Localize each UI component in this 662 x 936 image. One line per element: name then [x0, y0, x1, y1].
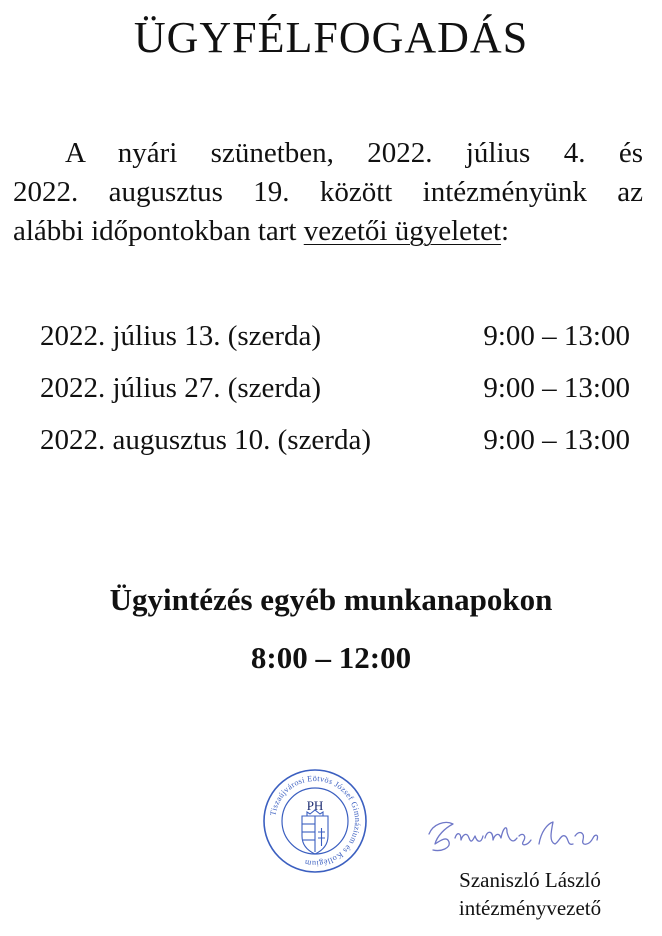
- coat-of-arms-icon: [302, 810, 328, 854]
- seal-center-text: PH: [306, 798, 324, 813]
- signer-role: intézményvezető: [458, 896, 602, 920]
- signer-name: Szaniszló László: [459, 868, 601, 892]
- schedule-list: [40, 314, 630, 470]
- handwritten-signature-icon: [423, 814, 603, 858]
- schedule-date: 2022. július 27. (szerda): [40, 372, 322, 404]
- schedule-row: [40, 418, 630, 470]
- intro-line-3: [13, 212, 643, 251]
- signer-block: [420, 866, 640, 922]
- intro-line-3-prefix: alábbi időpontokban tart: [13, 215, 304, 247]
- schedule-time: 9:00 – 13:00: [483, 320, 630, 352]
- intro-line-3-suffix: :: [501, 215, 510, 247]
- intro-paragraph: [13, 134, 643, 251]
- schedule-row: [40, 366, 630, 418]
- page-title: ÜGYFÉLFOGADÁS: [133, 13, 529, 62]
- schedule-date: 2022. augusztus 10. (szerda): [40, 424, 371, 456]
- other-days-hours: 8:00 – 12:00: [250, 640, 412, 675]
- schedule-row: [40, 314, 630, 366]
- other-days-label: Ügyintézés egyéb munkanapokon: [109, 582, 553, 617]
- schedule-date: 2022. július 13. (szerda): [40, 320, 322, 352]
- duty-underlined-text: vezetői ügyeletet: [303, 215, 502, 247]
- official-seal-icon: [260, 766, 370, 876]
- intro-line-1: A nyári szünetben, 2022. július 4. és: [65, 137, 643, 169]
- schedule-time: 9:00 – 13:00: [483, 424, 630, 456]
- seal-ring-text: Tiszaújvárosi Eötvös József Gimnázium és Kollégium: [268, 773, 363, 869]
- schedule-time: 9:00 – 13:00: [483, 372, 630, 404]
- intro-line-2: 2022. augusztus 19. között intézményünk az: [13, 176, 643, 208]
